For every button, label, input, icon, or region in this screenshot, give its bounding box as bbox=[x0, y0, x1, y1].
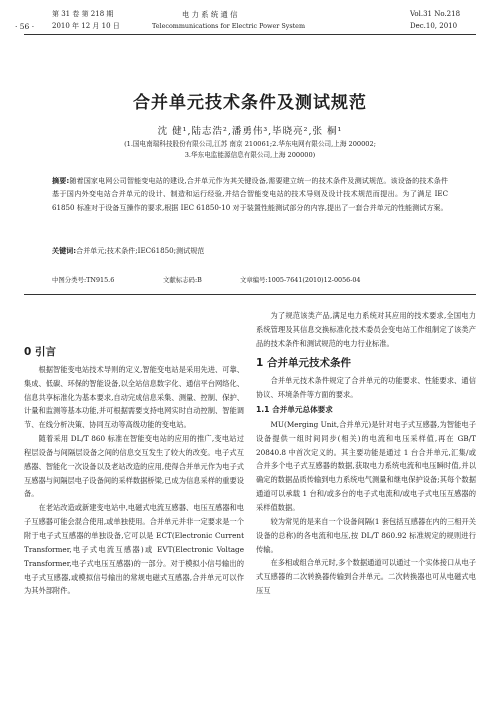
abstract-text: 随着国家电网公司智能变电站的建设,合并单元作为其关键设备,需要建立统一的技术条件及测试规范。该设备的技术条件基于国内外变电站合并单元的设计、制造和运行经验,并结合智能变电站的技术导则及设计技术规范而提出。为了满足 IEC 61850 标准对于设备互操作的要求,根据 IEC 61850-10 对于装置性能测试部分的内容,提出了一套合并单元的性能测试方案。 bbox=[52, 176, 448, 212]
page-number: · 56 · bbox=[15, 22, 35, 31]
paper-title: 合并单元技术条件及测试规范 bbox=[133, 93, 367, 113]
volume-en: Vol.31 No.218 bbox=[410, 10, 461, 18]
author-list: 沈 健¹,陆志浩²,潘勇伟³,毕晓亮²,张 桐¹ bbox=[157, 126, 343, 137]
section-heading-1: 1 合并单元技术条件 bbox=[256, 356, 351, 369]
paragraph: 为了规范该类产品,满足电力系统对其应用的技术要求,全国电力系统管理及其信息交换标准化技术委员会变电站工作组制定了该类产品的技术条件和测试规范的电力行业标准。 bbox=[256, 311, 476, 348]
journal-name-cn: 电 力 系 统 通 信 bbox=[182, 10, 238, 19]
issue-volume: 第 31 卷 第 218 期 bbox=[52, 10, 114, 18]
paragraph: MU(Merging Unit,合并单元)是针对电子式互感器,为智能电子设备提供一组时间同步(相关)的电流和电压采样值,再在 GB/T 20840.8 中首次定义的。其主要功能是通过 1 台合并单元,汇集/或合并多个电子式互感器的数据,获取电力系统电流和电压瞬时值,并以确定的数据品质传输到电力系统电气测量和继电保护设备;其每个数据通道可以承载 1 台和/或多台的电子式电流和/或电子式电压互感器的采样值数据。 bbox=[256, 419, 476, 512]
keywords-label: 关键词: bbox=[52, 246, 77, 255]
paragraph: 在多相或组合单元时,多个数据通道可以通过一个实体接口从电子式互感器的二次转换器传输到合并单元。二次转换器也可从电磁式电压互 bbox=[256, 558, 476, 596]
section-heading-introduction: 0 引言 bbox=[24, 346, 56, 358]
keywords-text: 合并单元;技术条件;IEC61850;测试规范 bbox=[76, 246, 205, 255]
affiliation-line-2: 3.华东电监能源信息有限公司,上海 200000) bbox=[184, 151, 316, 159]
issue-date: 2010 年 12 月 10 日 bbox=[52, 22, 120, 30]
header-rule bbox=[24, 34, 476, 35]
date-en: Dec.10, 2010 bbox=[410, 22, 458, 30]
paragraph: 较为常见的是来自一个设备间隔(1 套包括互感器在内的三相开关设备的总称)的各电流和电压,按 DL/T 860.92 标准规定的规则进行传输。 bbox=[256, 516, 476, 554]
paragraph: 合并单元技术条件规定了合并单元的功能要求、性能要求、通信协议、环境条件等方面的要求。 bbox=[256, 376, 476, 400]
right-column bbox=[256, 309, 476, 598]
document-code: 文献标志码:B bbox=[163, 276, 202, 284]
abstract-rule bbox=[24, 294, 476, 295]
left-column bbox=[24, 346, 244, 598]
paragraph: 随着采用 DL/T 860 标准在智能变电站的应用的推广,变电站过程层设备与间隔层设备之间的信息交互发生了较大的改变。电子式互感器、智能化一次设备以及老站改造的应用,使得合并单元作为电子式互感器与间隔层电子设备间的采样数据桥梁,已成为信息采样的重要设备。 bbox=[24, 434, 244, 499]
paragraph: 在老站改造或新建变电站中,电磁式电流互感器、电压互感器和电子互感器可能会混合使用,或单独使用。合并单元并非一定要求是一个附于电子式互感器的单独设备,它可以是 ECT(Electronic Current Transformer,电子式电流互感器)或 EVT(Electronic Voltage Transformer,电子式电压互感器)的一部分。对于模拟小信号输出的电子式互感器,或模拟信号输出的常规电磁式互感器,合并单元可以作为其外部附件。 bbox=[24, 503, 244, 596]
abstract bbox=[52, 174, 448, 214]
paragraph: 根据智能变电站技术导则的定义,智能变电站是采用先进、可靠、集成、低碳、环保的智能设备,以全站信息数字化、通信平台网络化、信息共享标准化为基本要求,自动完成信息采集、测量、控制、保护、计量和监测等基本功能,并可根据需要支持电网实时自动控制、智能调节、在线分析决策、协同互动等高级功能的变电站。 bbox=[24, 364, 244, 430]
abstract-label: 摘要: bbox=[52, 176, 70, 185]
subsection-heading-1-1: 1.1 合并单元总体要求 bbox=[256, 405, 333, 415]
journal-name-en: Telecommunications for Electric Power System bbox=[152, 22, 306, 30]
classification-number: 中图分类号:TN915.6 bbox=[52, 276, 115, 284]
keywords bbox=[52, 246, 448, 256]
affiliation-line-1: (1.国电南瑞科技股份有限公司,江苏 南京 210061;2.华东电网有限公司,上海 200002; bbox=[124, 140, 376, 148]
article-number: 文章编号:1005-7641(2010)12-0056-04 bbox=[240, 276, 361, 284]
